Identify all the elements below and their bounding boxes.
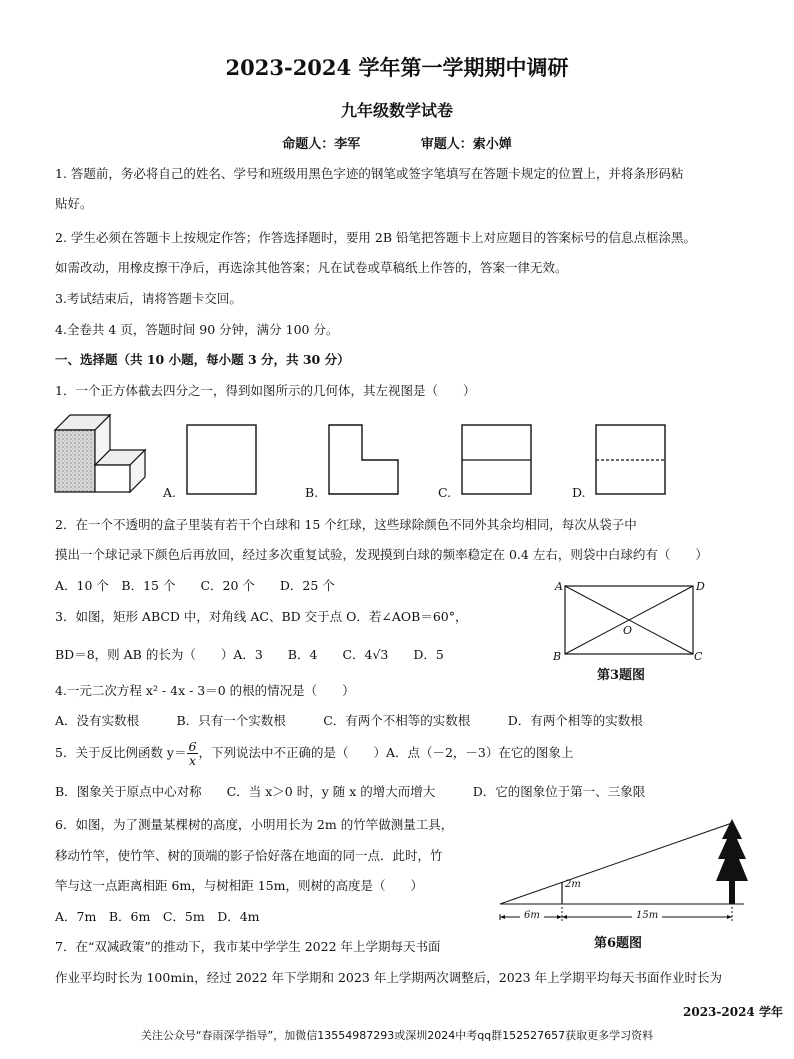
q1-stem: 1．一个正方体截去四分之一，得到如图所示的几何体，其左视图是（ ）	[55, 383, 476, 398]
q1-option-b-lshape	[328, 424, 400, 496]
author-label: 命题人：李军	[282, 137, 361, 152]
q5-stem-post: ，下列说法中不正确的是（ ）A．点（－2，－3）在它的图象上	[198, 745, 574, 760]
q1-option-a-label: A.	[163, 485, 177, 500]
q1-option-c-label: C.	[438, 485, 452, 500]
q5-frac-den: x	[188, 753, 196, 768]
q3-line1: 3．如图，矩形 ABCD 中，对角线 AC、BD 交于点 O．若∠AOB＝60°，	[55, 609, 468, 624]
q6-line3: 竿与这一点距离相距 6m，与树相距 15m，则树的高度是（ ）	[55, 878, 424, 893]
q1-option-b-label: B.	[305, 485, 319, 500]
q1-option-d-square-dashed-line	[595, 424, 667, 496]
section-heading: 一、选择题（共 10 小题，每小题 3 分，共 30 分）	[55, 352, 350, 367]
q3-vertex-o: O	[623, 624, 633, 637]
footer-promo: 关注公众号“春雨深学指导”，加微信13554987293或深圳2024中考qq群152527657获取更多学习资料	[140, 1029, 654, 1042]
q4-stem: 4.一元二次方程 x² - 4x - 3＝0 的根的情况是（ ）	[55, 683, 355, 698]
exam-title: 2023-2024 学年第一学期期中调研	[225, 55, 569, 80]
q3-vertex-b: B	[553, 650, 562, 663]
instruction-1a: 1. 答题前，务必将自己的姓名、学号和班级用黑色字迹的钢笔或签字笔填写在答题卡规定的位置上，并将条形码粘	[55, 166, 684, 181]
instruction-3: 3.考试结束后，请将答题卡交回。	[55, 291, 242, 306]
q2-line2: 摸出一个球记录下颜色后再放回，经过多次重复试验，发现摸到白球的频率稳定在 0.4 左右，则袋中白球约有（ ）	[55, 547, 708, 562]
q6-right-dim: 15m	[636, 910, 659, 921]
q5-stem-pre: 5．关于反比例函数 y＝	[55, 745, 187, 760]
q3-vertex-c: C	[694, 650, 703, 663]
q1-option-c-square-solid-line	[461, 424, 533, 496]
q6-pole-dim: 2m	[565, 879, 581, 890]
q6-options: A．7m B．6m C．5m D．4m	[55, 909, 260, 924]
reviewer-label: 审题人：索小婵	[420, 137, 512, 152]
q1-option-a-square	[186, 424, 258, 496]
q6-left-dim: 6m	[524, 910, 540, 921]
q5-frac-num: 6	[188, 739, 197, 754]
q1-solid-figure	[50, 410, 150, 495]
tree-icon	[716, 819, 748, 881]
q3-caption: 第3题图	[597, 668, 646, 683]
q6-line1: 6．如图，为了测量某棵树的高度，小明用长为 2m 的竹竿做测量工具，	[55, 817, 454, 832]
q4-options: A．没有实数根 B．只有一个实数根 C．有两个不相等的实数根 D．有两个相等的实数根	[55, 713, 643, 728]
q1-option-d-label: D.	[572, 485, 586, 500]
q3-line2: BD＝8，则 AB 的长为（ ）A．3 B．4 C．4√3 D．5	[55, 647, 444, 662]
q3-rectangle-figure	[548, 578, 708, 660]
q3-vertex-d: D	[696, 580, 705, 593]
q5-options: B．图象关于原点中心对称 C．当 x＞0 时，y 随 x 的增大而增大 D．它的图象位于第一、三象限	[55, 784, 646, 799]
q6-line2: 移动竹竿，使竹竿、树的顶端的影子恰好落在地面的同一点．此时，竹	[55, 848, 443, 863]
instruction-4: 4.全卷共 4 页，答题时间 90 分钟，满分 100 分。	[55, 322, 339, 337]
q5-stem	[55, 740, 573, 767]
q2-line1: 2．在一个不透明的盒子里装有若干个白球和 15 个红球，这些球除颜色不同外其余均相同，每次从袋子中	[55, 517, 637, 532]
instruction-2a: 2. 学生必须在答题卡上按规定作答；作答选择题时，要用 2B 铅笔把答题卡上对应题目的答案标号的信息点框涂黑。	[55, 230, 696, 245]
q6-caption: 第6题图	[594, 936, 643, 951]
q5-fraction	[187, 740, 199, 767]
q7-line1: 7．在“双减政策”的推动下，我市某中学学生 2022 年上学期每天书面	[55, 939, 441, 954]
exam-subtitle: 九年级数学试卷	[340, 101, 453, 120]
instruction-2b: 如需改动，用橡皮擦干净后，再选涂其他答案；凡在试卷或草稿纸上作答的，答案一律无效。	[55, 260, 568, 275]
q2-options: A．10 个 B．15 个 C．20 个 D．25 个	[55, 578, 335, 593]
q7-line2: 作业平均时长为 100min，经过 2022 年下学期和 2023 年上学期两次调整后，2023 年上学期平均每天书面作业时长为	[55, 970, 723, 985]
instruction-1b: 贴好。	[55, 196, 93, 211]
q3-vertex-a: A	[555, 580, 563, 593]
running-header: 2023-2024 学年	[683, 1005, 783, 1019]
authors-line	[0, 133, 794, 152]
